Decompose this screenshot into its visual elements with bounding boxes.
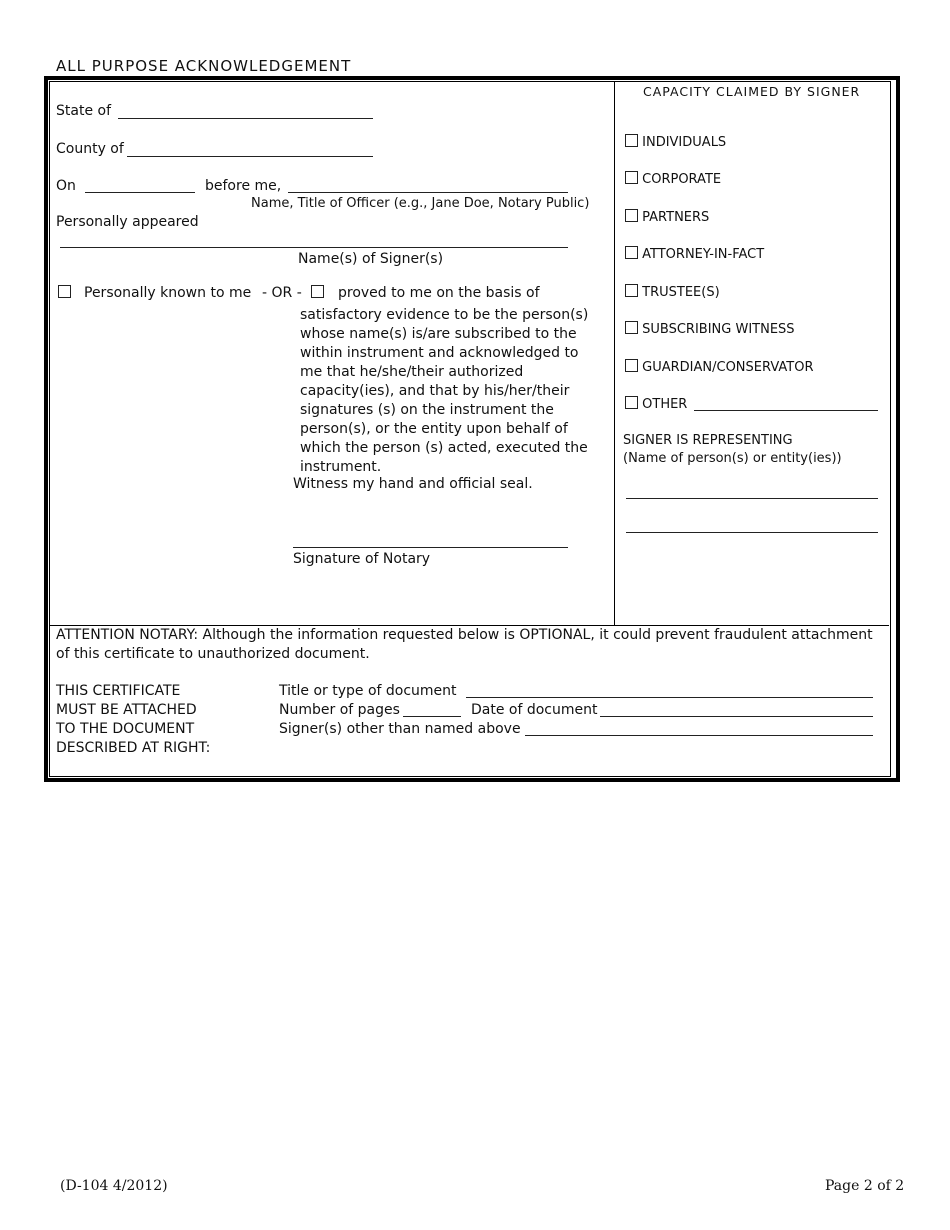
date-of-document-label: Date of document <box>471 702 598 718</box>
state-label: State of <box>56 103 112 119</box>
state-field[interactable] <box>118 118 373 119</box>
certificate-line: TO THE DOCUMENT <box>56 721 195 737</box>
witness-text: Witness my hand and official seal. <box>293 476 533 492</box>
checkbox-icon <box>625 321 638 334</box>
column-divider <box>614 82 615 625</box>
page-number: Page 2 of 2 <box>825 1178 905 1194</box>
number-of-pages-label: Number of pages <box>279 702 400 718</box>
signer-names-label: Name(s) of Signer(s) <box>298 251 444 267</box>
county-label: County of <box>56 141 124 157</box>
page-title: ALL PURPOSE ACKNOWLEDGEMENT <box>56 57 352 75</box>
acknowledgement-paragraph: satisfactory evidence to be the person(s) whose name(s) is/are subscribed to the within instrument and acknowledged to me that he/she/their authorized capacity(ies), and that by his/her/their signatures (s) on the instrument the person(s), or the entity upon behalf of which the person (s) acted, executed the instrument. <box>300 307 589 475</box>
or-label: - OR - <box>262 285 302 301</box>
representing-hint: (Name of person(s) or entity(ies)) <box>623 451 842 466</box>
representing-field-1[interactable] <box>626 498 878 499</box>
number-of-pages-field[interactable] <box>403 716 461 717</box>
checkbox-icon <box>625 209 638 222</box>
county-field[interactable] <box>127 156 373 157</box>
before-me-label: before me, <box>205 178 282 194</box>
personally-appeared-label: Personally appeared <box>56 214 199 230</box>
checkbox-icon <box>625 134 638 147</box>
certificate-line: THIS CERTIFICATE <box>56 683 181 699</box>
certificate-line: DESCRIBED AT RIGHT: <box>56 740 211 756</box>
form-code: (D-104 4/2012) <box>60 1178 168 1194</box>
checkbox-icon <box>625 246 638 259</box>
capacity-option-guardian[interactable]: GUARDIAN/CONSERVATOR <box>625 359 813 375</box>
officer-hint: Name, Title of Officer (e.g., Jane Doe, Notary Public) <box>251 196 590 211</box>
personally-known-checkbox[interactable] <box>58 285 71 301</box>
checkbox-icon <box>625 171 638 184</box>
representing-field-2[interactable] <box>626 532 878 533</box>
capacity-option-individuals[interactable]: INDIVIDUALS <box>625 134 726 150</box>
proved-label: proved to me on the basis of <box>338 285 540 301</box>
capacity-option-corporate[interactable]: CORPORATE <box>625 171 721 187</box>
checkbox-icon <box>625 359 638 372</box>
date-of-document-field[interactable] <box>600 716 873 717</box>
representing-label: SIGNER IS REPRESENTING <box>623 433 793 448</box>
attention-line-1: ATTENTION NOTARY: Although the information requested below is OPTIONAL, it could prevent fraudulent attachment <box>56 627 873 643</box>
on-label: On <box>56 178 76 194</box>
row-divider <box>50 625 889 626</box>
capacity-option-attorney[interactable]: ATTORNEY-IN-FACT <box>625 246 764 262</box>
proved-checkbox[interactable] <box>311 285 324 301</box>
notary-signature-field[interactable] <box>293 547 568 548</box>
capacity-option-subscribing-witness[interactable]: SUBSCRIBING WITNESS <box>625 321 795 337</box>
signer-names-field[interactable] <box>60 247 568 248</box>
checkbox-icon <box>625 396 638 409</box>
capacity-option-trustee[interactable]: TRUSTEE(S) <box>625 284 720 300</box>
capacity-option-partners[interactable]: PARTNERS <box>625 209 709 225</box>
date-field[interactable] <box>85 192 195 193</box>
title-of-document-field[interactable] <box>466 697 873 698</box>
title-of-document-label: Title or type of document <box>279 683 457 699</box>
certificate-line: MUST BE ATTACHED <box>56 702 197 718</box>
attention-line-2: of this certificate to unauthorized document. <box>56 646 370 662</box>
checkbox-icon <box>625 284 638 297</box>
capacity-header: CAPACITY CLAIMED BY SIGNER <box>643 84 861 99</box>
capacity-option-other[interactable]: OTHER <box>625 396 687 412</box>
signers-other-label: Signer(s) other than named above <box>279 721 521 737</box>
signers-other-field[interactable] <box>525 735 873 736</box>
officer-field[interactable] <box>288 192 568 193</box>
other-capacity-field[interactable] <box>694 410 878 411</box>
signature-label: Signature of Notary <box>293 551 431 567</box>
personally-known-label: Personally known to me <box>84 285 252 301</box>
